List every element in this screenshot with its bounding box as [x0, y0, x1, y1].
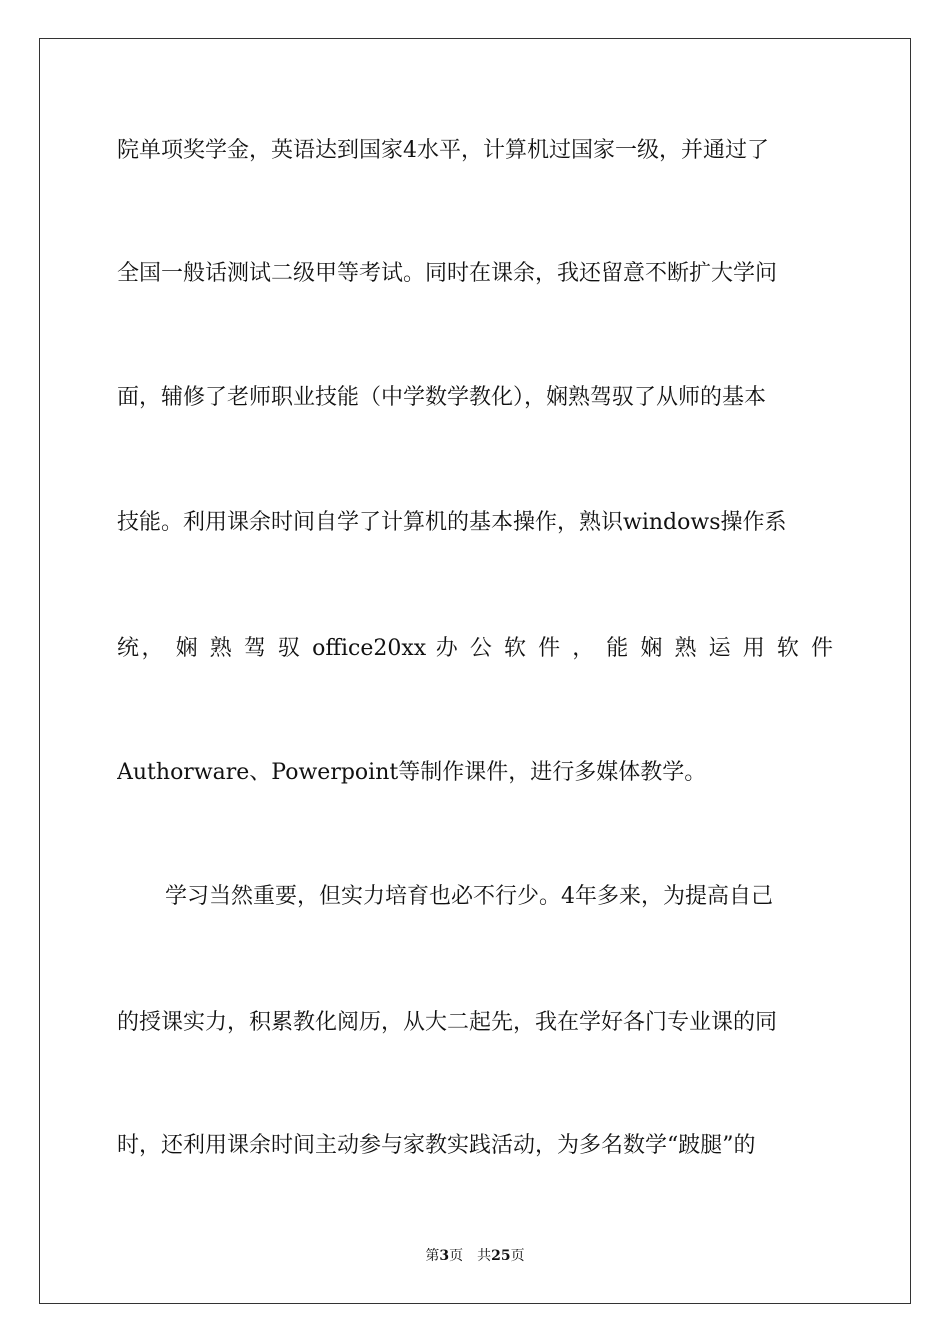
body-text-line-3: 面，辅修了老师职业技能（中学数学教化），娴熟驾驭了从师的基本 — [117, 385, 767, 410]
body-text-line-2: 全国一般话测试二级甲等考试。同时在课余，我还留意不断扩大学问 — [117, 261, 778, 286]
body-text-line-5: 统， 娴 熟 驾 驭 office20xx 办 公 软 件 ， 能 娴 熟 运 用 软 件 — [117, 636, 833, 661]
paragraph-start-line: 学习当然重要，但实力培育也必不行少。4年多来，为提高自己 — [165, 884, 773, 909]
footer-mid: 页 共 — [449, 1248, 492, 1264]
body-text-line-8: 的授课实力，积累教化阅历，从大二起先，我在学好各门专业课的同 — [117, 1010, 778, 1035]
page-footer — [0, 1246, 950, 1266]
body-text-line-1: 院单项奖学金，英语达到国家4水平，计算机过国家一级，并通过了 — [117, 138, 769, 163]
footer-suffix: 页 — [510, 1248, 525, 1264]
body-text-line-6: Authorware、Powerpoint等制作课件，进行多媒体教学。 — [117, 760, 707, 785]
body-text-line-9: 时，还利用课余时间主动参与家教实践活动，为多名数学“跛腿”的 — [117, 1133, 756, 1158]
footer-prefix: 第 — [425, 1248, 440, 1264]
page-border — [39, 38, 911, 1304]
total-pages-number: 25 — [491, 1248, 511, 1264]
body-text-line-4: 技能。利用课余时间自学了计算机的基本操作，熟识windows操作系 — [117, 510, 787, 535]
current-page-number: 3 — [439, 1248, 450, 1264]
